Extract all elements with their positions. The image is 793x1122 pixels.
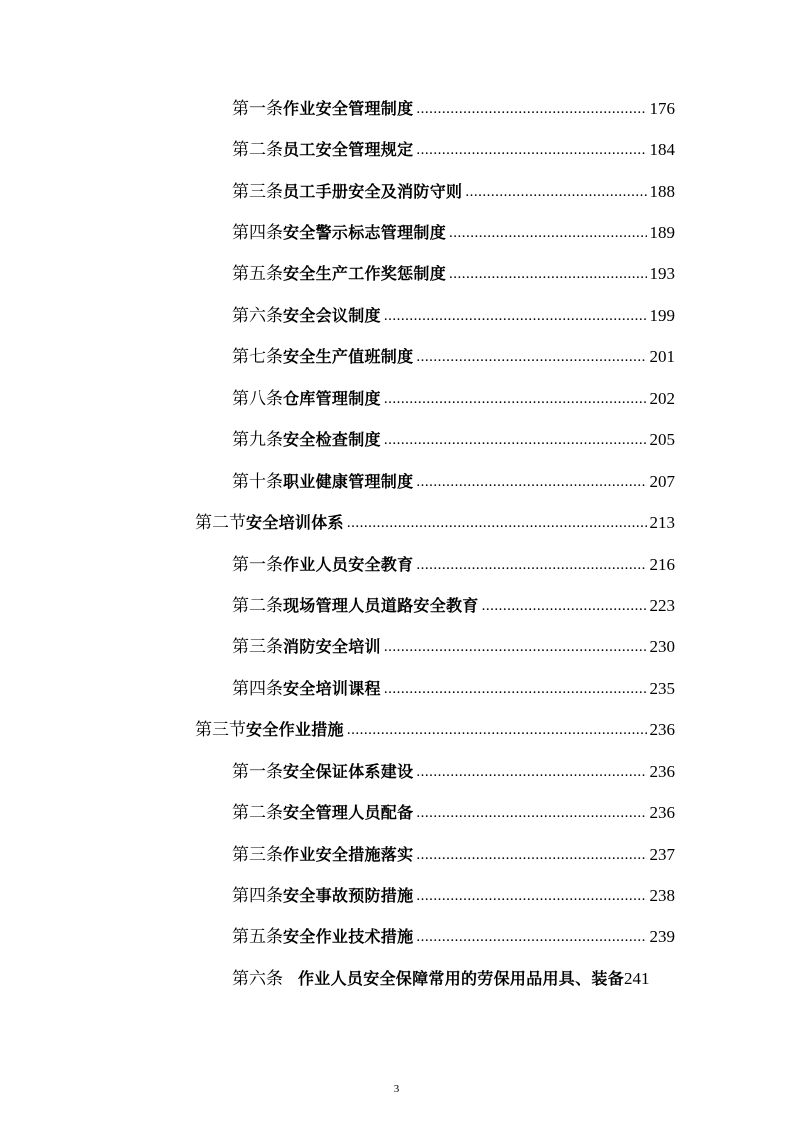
- toc-leader-dots: [416, 886, 646, 906]
- toc-entry: [0, 212, 793, 253]
- toc-entry-title: 安全生产值班制度: [283, 347, 414, 367]
- toc-entry-page: 176: [649, 98, 675, 118]
- toc-entry-title: 安全会议制度: [283, 305, 381, 325]
- toc-entry-title: 作业安全管理制度: [283, 98, 414, 118]
- toc-entry-title: 作业人员安全保障常用的劳保用品用具、装备: [298, 968, 625, 988]
- toc-leader-dots: [347, 513, 647, 533]
- toc-entry: [0, 668, 793, 709]
- toc-leader-dots: [416, 803, 646, 823]
- toc-entry-title: 安全培训课程: [283, 678, 381, 698]
- toc-leader-dots: [384, 306, 647, 326]
- toc-entry-number: 第四条: [232, 223, 283, 244]
- toc-leader-dots: [449, 223, 646, 243]
- toc-entry-page: 207: [649, 471, 675, 491]
- toc-entry: [0, 875, 793, 916]
- toc-leader-dots: [384, 430, 647, 450]
- toc-entry-title: 安全管理人员配备: [283, 803, 414, 823]
- toc-entry-page: 236: [649, 761, 675, 781]
- toc-leader-dots: [416, 347, 646, 367]
- toc-entry: [0, 254, 793, 295]
- toc-entry-page: 201: [649, 347, 675, 367]
- toc-leader-dots: [416, 762, 646, 782]
- toc-entry: [0, 129, 793, 170]
- toc-entry: [0, 461, 793, 502]
- toc-entry: [0, 834, 793, 875]
- toc-entry-number: 第四条: [232, 886, 283, 907]
- toc-entry-number: 第七条: [232, 347, 283, 368]
- toc-leader-dots: [384, 637, 647, 657]
- toc-entry-number: 第九条: [232, 430, 283, 451]
- toc-entry-number: 第五条: [232, 927, 283, 948]
- toc-entry-title: 安全保证体系建设: [283, 761, 414, 781]
- toc-entry-title: 安全警示标志管理制度: [283, 223, 447, 243]
- toc-entry-page: 205: [649, 430, 675, 450]
- toc-entry-page: 184: [649, 140, 675, 160]
- toc-entry: [0, 751, 793, 792]
- toc-entry: [0, 378, 793, 419]
- toc-leader-dots: [465, 182, 646, 202]
- toc-leader-dots: [384, 679, 647, 699]
- toc-entry-title: 员工安全管理规定: [283, 140, 414, 160]
- toc-entry-page: 216: [649, 554, 675, 574]
- toc-entry-number: 第三条: [232, 181, 283, 202]
- toc-entry-page: 223: [649, 595, 675, 615]
- toc-entry: [0, 958, 793, 999]
- toc-entry-title: 职业健康管理制度: [283, 471, 414, 491]
- toc-leader-dots: [416, 927, 646, 947]
- toc-entry: [0, 585, 793, 626]
- toc-leader-dots: [384, 389, 647, 409]
- toc-leader-dots: [416, 472, 646, 492]
- toc-leader-dots: [416, 845, 646, 865]
- toc-entry-page: 188: [649, 181, 675, 201]
- toc-entry-number: 第五条: [232, 264, 283, 285]
- toc-entry: [0, 544, 793, 585]
- toc-entry-number: 第三条: [232, 844, 283, 865]
- toc-entry-page: 199: [649, 305, 675, 325]
- toc-leader-dots: [347, 720, 647, 740]
- toc-leader-dots: [416, 99, 646, 119]
- toc-entry-number: 第六条: [232, 968, 283, 989]
- toc-section-entry: [0, 710, 793, 751]
- toc-entry-title: 安全事故预防措施: [283, 886, 414, 906]
- toc-entry-number: 第三节: [195, 720, 246, 741]
- toc-entry-number: 第二条: [232, 803, 283, 824]
- toc-entry-page: 236: [649, 720, 675, 740]
- toc-entry-title: 仓库管理制度: [283, 388, 381, 408]
- toc-entry-page: 237: [649, 844, 675, 864]
- toc-entry-number: 第一条: [232, 761, 283, 782]
- toc-entry-number: 第八条: [232, 388, 283, 409]
- toc-entry-page: 230: [649, 637, 675, 657]
- toc-entry-title: 作业安全措施落实: [283, 844, 414, 864]
- toc-entry-title: 安全作业措施: [246, 720, 344, 740]
- toc-entry-number: 第三条: [232, 637, 283, 658]
- toc-entry-page: 241: [624, 968, 650, 988]
- toc-entry-page: 189: [649, 223, 675, 243]
- toc-entry: [0, 171, 793, 212]
- toc-entry-number: 第四条: [232, 678, 283, 699]
- toc-section-entry: [0, 502, 793, 543]
- toc-entry-title: 现场管理人员道路安全教育: [283, 595, 479, 615]
- toc-entry-number: 第二条: [232, 140, 283, 161]
- toc-entry-page: 213: [649, 513, 675, 533]
- toc-entry-number: 第二条: [232, 595, 283, 616]
- toc-entry-page: 236: [649, 803, 675, 823]
- toc-entry: [0, 337, 793, 378]
- toc-leader-dots: [416, 140, 646, 160]
- toc-entry-page: 235: [649, 678, 675, 698]
- toc-entry-title: 员工手册安全及消防守则: [283, 181, 463, 201]
- page-number: 3: [393, 1083, 400, 1095]
- toc-entry: [0, 627, 793, 668]
- toc-entry-title: 安全生产工作奖惩制度: [283, 264, 447, 284]
- toc-entry-title: 作业人员安全教育: [283, 554, 414, 574]
- toc-entry-title: 消防安全培训: [283, 637, 381, 657]
- table-of-contents: [0, 88, 793, 1000]
- toc-entry-number: 第六条: [232, 305, 283, 326]
- toc-entry: [0, 88, 793, 129]
- toc-entry: [0, 295, 793, 336]
- toc-entry-title: 安全检查制度: [283, 430, 381, 450]
- toc-entry-number: 第一条: [232, 554, 283, 575]
- toc-entry-page: 238: [649, 886, 675, 906]
- toc-entry-number: 第十条: [232, 471, 283, 492]
- toc-entry: [0, 420, 793, 461]
- toc-entry-page: 239: [649, 927, 675, 947]
- toc-leader-dots: [416, 555, 646, 575]
- toc-leader-dots: [482, 596, 647, 616]
- toc-entry: [0, 792, 793, 833]
- toc-entry-number: 第一条: [232, 98, 283, 119]
- toc-entry-page: 202: [649, 388, 675, 408]
- toc-entry-page: 193: [649, 264, 675, 284]
- toc-entry-number: 第二节: [195, 513, 246, 534]
- toc-entry-title: 安全培训体系: [246, 513, 344, 533]
- toc-entry-title: 安全作业技术措施: [283, 927, 414, 947]
- toc-entry: [0, 917, 793, 958]
- toc-leader-dots: [449, 264, 646, 284]
